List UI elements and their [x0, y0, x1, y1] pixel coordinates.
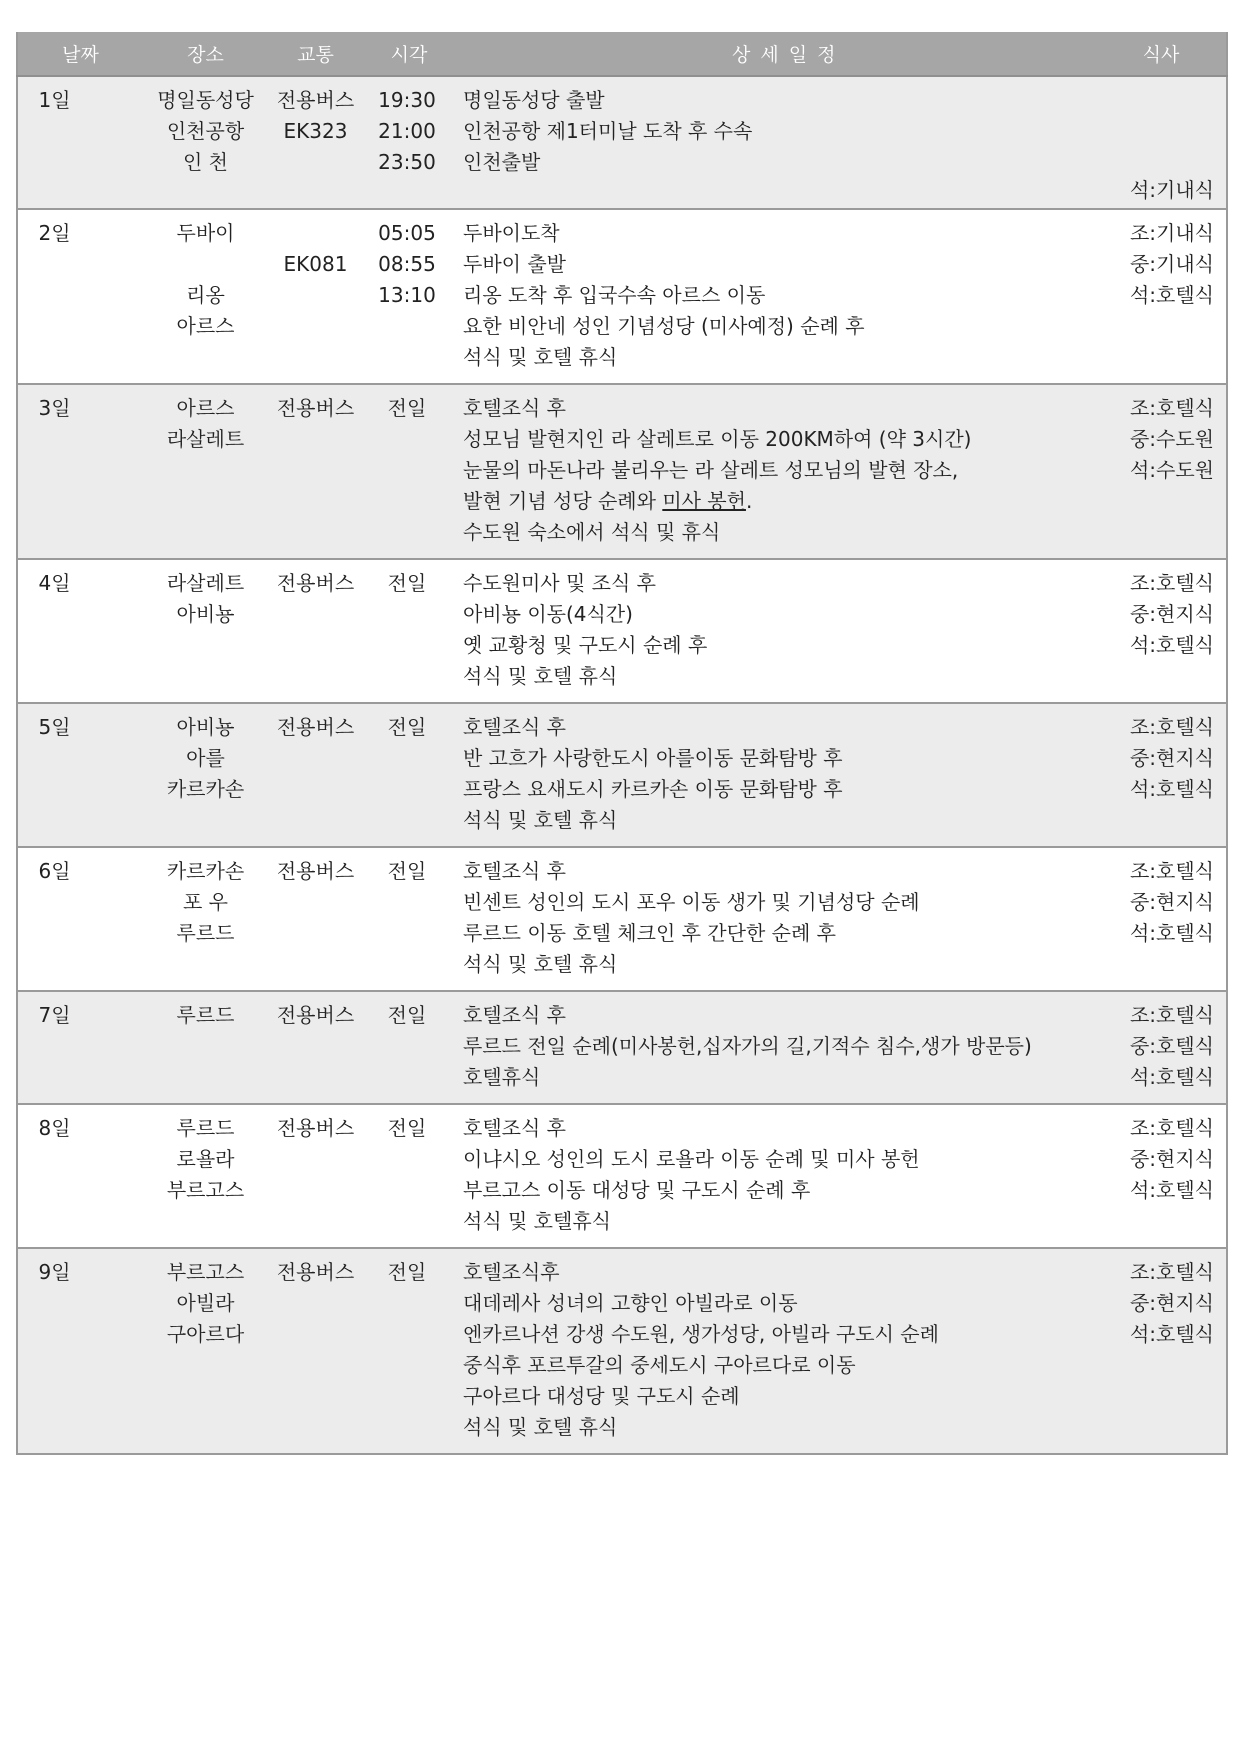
table-row: [17, 847, 1227, 991]
day-cell: [17, 76, 143, 209]
day-cell: [17, 1248, 143, 1454]
meal-value: 중:현지식: [1129, 746, 1214, 770]
place-cell: [143, 847, 268, 991]
transport-value: 전용버스: [276, 1260, 355, 1284]
detail-text: .: [745, 489, 753, 513]
time-value: 전일: [387, 1260, 427, 1284]
place-name: 구아르다: [166, 1322, 245, 1346]
table-row: [17, 703, 1227, 847]
meal-value: 조:기내식: [1129, 221, 1214, 245]
meal-cell: [1096, 991, 1227, 1104]
detail-line: 명일동성당 출발: [463, 88, 605, 112]
place-cell: [143, 991, 268, 1104]
detail-line: 호텔조식 후: [463, 1003, 566, 1027]
table-row: [17, 1248, 1227, 1454]
time-value: 전일: [387, 1003, 427, 1027]
meal-value: 조:호텔식: [1129, 859, 1214, 883]
meal-value: 중:현지식: [1129, 1291, 1214, 1315]
header-detail: 상 세 일 정: [455, 32, 1096, 76]
meal-value: 조:호텔식: [1129, 1003, 1214, 1027]
place-name: 로욜라: [176, 1147, 235, 1171]
place-name: 명일동성당: [157, 88, 254, 112]
detail-line: 눈물의 마돈나라 불리우는 라 살레트 성모님의 발현 장소,: [463, 458, 959, 482]
day-label: 2일: [38, 221, 71, 245]
detail-line: 인천공항 제1터미날 도착 후 수속: [463, 119, 753, 143]
place-name: 두바이: [176, 221, 235, 245]
table-header-row: [17, 32, 1227, 76]
place-name: 포 우: [183, 890, 228, 914]
detail-line: 리옹 도착 후 입국수속 아르스 이동: [463, 283, 766, 307]
detail-line: 석식 및 호텔 휴식: [463, 808, 618, 832]
itinerary-table: [16, 32, 1228, 1455]
detail-cell: [455, 847, 1096, 991]
itinerary-sheet: [16, 32, 1226, 1455]
detail-line: 석식 및 호텔 휴식: [463, 952, 618, 976]
detail-line: 두바이도착: [463, 221, 560, 245]
detail-line: 호텔휴식: [463, 1065, 541, 1089]
detail-cell: [455, 76, 1096, 209]
transport-value: EK081: [283, 252, 348, 276]
transport-value: 전용버스: [276, 571, 355, 595]
meal-value: [1096, 116, 1214, 147]
detail-line: 옛 교황청 및 구도시 순례 후: [463, 633, 708, 657]
transport-value: [268, 218, 363, 249]
meal-cell: [1096, 703, 1227, 847]
meal-cell: [1096, 559, 1227, 703]
detail-line: 대데레사 성녀의 고향인 아빌라로 이동: [463, 1291, 798, 1315]
header-meal: 식사: [1096, 32, 1227, 76]
place-name: 카르카손: [166, 859, 245, 883]
place-cell: [143, 1248, 268, 1454]
detail-line: 석식 및 호텔휴식: [463, 1209, 611, 1233]
day-cell: [17, 384, 143, 559]
transport-value: 전용버스: [276, 859, 355, 883]
detail-line: 석식 및 호텔 휴식: [463, 345, 618, 369]
transport-value: EK323: [283, 119, 348, 143]
place-name: 아를: [186, 746, 225, 770]
time-cell: [363, 1104, 455, 1248]
time-cell: [363, 847, 455, 991]
place-name: 루르드: [176, 921, 235, 945]
time-cell: [363, 76, 455, 209]
time-cell: [363, 703, 455, 847]
time-cell: [363, 1248, 455, 1454]
detail-line: 수도원 숙소에서 석식 및 휴식: [463, 520, 721, 544]
itinerary-body: [17, 76, 1227, 1454]
transport-value: 전용버스: [276, 88, 355, 112]
transport-cell: [268, 1248, 363, 1454]
place-name: 아빌라: [176, 1291, 235, 1315]
place-name: 리옹: [186, 283, 225, 307]
transport-cell: [268, 76, 363, 209]
day-cell: [17, 703, 143, 847]
detail-line: 성모님 발현지인 라 살레트로 이동 200KM하여 (약 3시간): [463, 427, 972, 451]
day-cell: [17, 847, 143, 991]
transport-cell: [268, 991, 363, 1104]
place-name: 부르고스: [166, 1260, 245, 1284]
transport-value: [268, 147, 363, 178]
day-cell: [17, 1104, 143, 1248]
place-name: 라살레트: [166, 571, 245, 595]
place-name: 아르스: [176, 314, 235, 338]
detail-line: 엔카르나션 강생 수도원, 생가성당, 아빌라 구도시 순례: [463, 1322, 939, 1346]
detail-line: 두바이 출발: [463, 252, 566, 276]
place-name: 아르스: [176, 396, 235, 420]
header-time: 시각: [363, 32, 455, 76]
meal-value: 석:호텔식: [1129, 777, 1214, 801]
meal-value: 중:수도원: [1129, 427, 1214, 451]
meal-value: 중:현지식: [1129, 602, 1214, 626]
detail-cell: [455, 703, 1096, 847]
detail-line: 호텔조식후: [463, 1260, 560, 1284]
meal-value: 석:호텔식: [1129, 633, 1214, 657]
day-label: 3일: [38, 396, 71, 420]
place-name: 카르카손: [166, 777, 245, 801]
meal-value: 석:호텔식: [1129, 1322, 1214, 1346]
meal-value: 중:기내식: [1129, 252, 1214, 276]
transport-value: 전용버스: [276, 1003, 355, 1027]
meal-value: 석:호텔식: [1129, 921, 1214, 945]
detail-line: 빈센트 성인의 도시 포우 이동 생가 및 기념성당 순례: [463, 890, 920, 914]
day-cell: [17, 209, 143, 384]
detail-line: 중식후 포르투갈의 중세도시 구아르다로 이동: [463, 1353, 856, 1377]
detail-line: 루르드 이동 호텔 체크인 후 간단한 순례 후: [463, 921, 836, 945]
day-label: 5일: [38, 715, 71, 739]
meal-value: 중:현지식: [1129, 890, 1214, 914]
day-cell: [17, 991, 143, 1104]
detail-cell: [455, 991, 1096, 1104]
time-cell: [363, 991, 455, 1104]
place-cell: [143, 703, 268, 847]
day-label: 9일: [38, 1260, 71, 1284]
meal-cell: [1096, 76, 1227, 209]
day-cell: [17, 559, 143, 703]
underlined-text: 미사 봉헌: [662, 489, 746, 513]
meal-cell: [1096, 209, 1227, 384]
detail-line: 구아르다 대성당 및 구도시 순례: [463, 1384, 740, 1408]
meal-value: 조:호텔식: [1129, 571, 1214, 595]
day-label: 4일: [38, 571, 71, 595]
time-cell: [363, 384, 455, 559]
transport-cell: [268, 559, 363, 703]
transport-cell: [268, 209, 363, 384]
place-cell: [143, 1104, 268, 1248]
meal-value: 조:호텔식: [1129, 715, 1214, 739]
detail-line: 호텔조식 후: [463, 715, 566, 739]
detail-cell: [455, 559, 1096, 703]
time-value: 전일: [387, 1116, 427, 1140]
place-name: 루르드: [176, 1003, 235, 1027]
meal-value: 석:기내식: [1129, 178, 1214, 202]
meal-value: 조:호텔식: [1129, 1116, 1214, 1140]
transport-value: 전용버스: [276, 715, 355, 739]
time-value: 23:50: [378, 150, 436, 174]
transport-value: 전용버스: [276, 1116, 355, 1140]
detail-line: 이냐시오 성인의 도시 로욜라 이동 순례 및 미사 봉헌: [463, 1147, 920, 1171]
transport-cell: [268, 847, 363, 991]
place-name: 루르드: [176, 1116, 235, 1140]
detail-line: 호텔조식 후: [463, 396, 566, 420]
detail-cell: [455, 1248, 1096, 1454]
detail-text: 발현 기념 성당 순례와: [463, 489, 663, 513]
header-transport: 교통: [268, 32, 363, 76]
table-row: [17, 1104, 1227, 1248]
day-label: 6일: [38, 859, 71, 883]
place-name: 라살레트: [166, 427, 245, 451]
meal-value: 석:수도원: [1129, 458, 1214, 482]
detail-cell: [455, 209, 1096, 384]
time-value: 전일: [387, 859, 427, 883]
time-value: 전일: [387, 396, 427, 420]
time-value: 19:30: [378, 88, 436, 112]
detail-line: 석식 및 호텔 휴식: [463, 1415, 618, 1439]
meal-value: 조:호텔식: [1129, 396, 1214, 420]
meal-value: 중:현지식: [1129, 1147, 1214, 1171]
place-name: 아비뇽: [176, 602, 235, 626]
table-row: [17, 559, 1227, 703]
place-name: 부르고스: [166, 1178, 245, 1202]
day-label: 7일: [38, 1003, 71, 1027]
detail-cell: [455, 384, 1096, 559]
table-row: [17, 991, 1227, 1104]
time-value: 13:10: [378, 283, 436, 307]
time-cell: [363, 209, 455, 384]
meal-value: 석:호텔식: [1129, 1178, 1214, 1202]
meal-value: 중:호텔식: [1129, 1034, 1214, 1058]
day-label: 8일: [38, 1116, 71, 1140]
time-cell: [363, 559, 455, 703]
meal-cell: [1096, 1104, 1227, 1248]
detail-line: 인천출발: [463, 150, 541, 174]
time-value: 08:55: [378, 252, 436, 276]
detail-line: 루르드 전일 순례(미사봉헌,십자가의 길,기적수 침수,생가 방문등): [463, 1034, 1032, 1058]
transport-value: 전용버스: [276, 396, 355, 420]
detail-line: 프랑스 요새도시 카르카손 이동 문화탐방 후: [463, 777, 843, 801]
table-row: [17, 76, 1227, 209]
day-label: 1일: [38, 88, 71, 112]
place-cell: [143, 209, 268, 384]
detail-cell: [455, 1104, 1096, 1248]
meal-cell: [1096, 847, 1227, 991]
transport-cell: [268, 384, 363, 559]
meal-value: 석:호텔식: [1129, 1065, 1214, 1089]
meal-cell: [1096, 384, 1227, 559]
transport-cell: [268, 703, 363, 847]
meal-value: [1096, 85, 1214, 116]
time-value: 전일: [387, 571, 427, 595]
detail-line: 호텔조식 후: [463, 1116, 566, 1140]
place-name: [143, 249, 268, 280]
detail-line: 아비뇽 이동(4식간): [463, 602, 633, 626]
detail-line: 부르고스 이동 대성당 및 구도시 순례 후: [463, 1178, 811, 1202]
table-row: [17, 209, 1227, 384]
detail-line: 요한 비안네 성인 기념성당 (미사예정) 순례 후: [463, 314, 865, 338]
detail-line: 수도원미사 및 조식 후: [463, 571, 656, 595]
table-row: [17, 384, 1227, 559]
place-name: 인 천: [183, 150, 228, 174]
place-cell: [143, 559, 268, 703]
time-value: 05:05: [378, 221, 436, 245]
time-value: 21:00: [378, 119, 436, 143]
header-day: 날짜: [17, 32, 143, 76]
meal-cell: [1096, 1248, 1227, 1454]
detail-line: 석식 및 호텔 휴식: [463, 664, 618, 688]
meal-value: 조:호텔식: [1129, 1260, 1214, 1284]
detail-line: 반 고흐가 사랑한도시 아를이동 문화탐방 후: [463, 746, 843, 770]
transport-cell: [268, 1104, 363, 1248]
place-cell: [143, 384, 268, 559]
place-name: 아비뇽: [176, 715, 235, 739]
meal-value: 석:호텔식: [1129, 283, 1214, 307]
detail-line: [463, 486, 1096, 517]
header-place: 장소: [143, 32, 268, 76]
detail-line: 호텔조식 후: [463, 859, 566, 883]
meal-value: [1096, 147, 1214, 178]
place-name: 인천공항: [166, 119, 245, 143]
time-value: 전일: [387, 715, 427, 739]
place-cell: [143, 76, 268, 209]
